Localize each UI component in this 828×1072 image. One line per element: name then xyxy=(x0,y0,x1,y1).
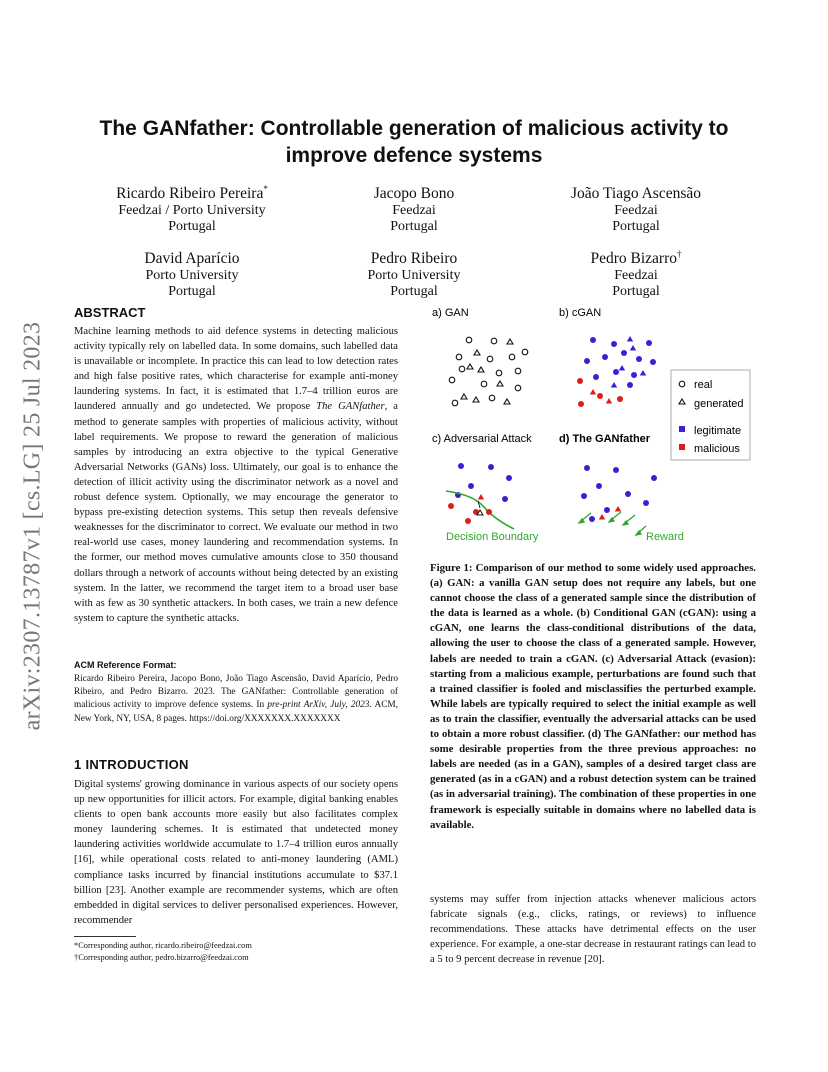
legend-legitimate: legitimate xyxy=(694,425,742,437)
author-affiliation: Feedzai xyxy=(614,203,658,219)
footnote: *Corresponding author, ricardo.ribeiro@feedzai.com xyxy=(74,941,252,950)
author-country: Portugal xyxy=(168,219,216,235)
author-block xyxy=(526,245,746,300)
gan-samples xyxy=(449,337,528,406)
author-mark: * xyxy=(263,184,268,194)
adversarial-samples xyxy=(446,463,514,529)
author-name: João Tiago Ascensão xyxy=(570,185,702,203)
panel-label-ganfather: d) The GANfather xyxy=(559,433,651,445)
legend-legitimate-icon xyxy=(679,426,685,432)
author-name: David Aparício xyxy=(144,250,240,268)
panel-label-gan: a) GAN xyxy=(432,307,469,319)
author-name: Jacopo Bono xyxy=(373,185,455,203)
column2-text: systems may suffer from injection attacks whenever malicious actors fabricate signals (e.g., clicks, ratings, or reviews) to influence recommendations. These attacks have detrimental effects on the user experience. For example, a one-star decrease in restaurant ratings can lead to a 5 to 9 percent decrease in revenue [20]. xyxy=(430,894,756,966)
legend-malicious-icon xyxy=(679,444,685,450)
author-name: Pedro Bizarro xyxy=(590,250,677,268)
intro-text: Digital systems' growing dominance in various aspects of our society opens up new opportunities for illicit actors. For example, digital banking enables clients to open bank accounts more easily but also facilitates complex money laundering schemes. It is estimated that undetected money laundering activities worldwide accumulate to 1.7–4 trillion euros annually [16], while operational costs related to anti-money laundering (AML) compliance tasks incurred by financial institutions accumulate to $37.1 billion [23]. Another example are recommender systems, which are often embedded in digital services to deliver personalised experiences. However, recommender xyxy=(74,779,398,926)
author-country: Portugal xyxy=(168,284,216,300)
arxiv-identifier: arXiv:2307.13787v1 [cs.LG] 25 Jul 2023 xyxy=(19,321,46,731)
legend-real: real xyxy=(694,379,713,391)
panel-label-cgan: b) cGAN xyxy=(559,307,602,319)
panel-label-adversarial: c) Adversarial Attack xyxy=(432,433,532,445)
author-name: Ricardo Ribeiro Pereira xyxy=(116,185,264,203)
legend-malicious: malicious xyxy=(694,443,740,455)
abstract-heading: ABSTRACT xyxy=(74,305,146,320)
author-affiliation: Porto University xyxy=(367,268,461,284)
cgan-samples xyxy=(577,336,656,407)
author-country: Portugal xyxy=(612,219,660,235)
author-block xyxy=(82,180,302,235)
author-block xyxy=(304,245,524,300)
author-block xyxy=(526,180,746,235)
acm-reference-heading: ACM Reference Format: xyxy=(74,660,177,670)
footnote: †Corresponding author, pedro.bizarro@feedzai.com xyxy=(74,953,249,962)
author-affiliation: Porto University xyxy=(145,268,239,284)
author-block xyxy=(82,245,302,300)
acm-reference-text: Ricardo Ribeiro Pereira, Jacopo Bono, João Tiago Ascensão, David Aparício, Pedro Ribeiro, and Pedro Bizarro. 2023. The GANfather: Controllable generation of malicious activity to improve defence systems. In pre-print ArXiv, July, 2023. ACM, New York, NY, USA, 8 pages. https://doi.org/XXXXXXX.XXXXXXX xyxy=(74,674,398,724)
author-country: Portugal xyxy=(390,219,438,235)
paper-title: The GANfather: Controllable generation of malicious activity to improve defence systems xyxy=(99,117,729,167)
author-country: Portugal xyxy=(390,284,438,300)
method-name: The GANfather xyxy=(316,401,385,413)
author-name: Pedro Ribeiro xyxy=(370,250,458,268)
legend-generated: generated xyxy=(694,398,744,410)
ganfather-samples xyxy=(579,465,657,535)
author-affiliation: Feedzai / Porto University xyxy=(118,203,266,219)
abstract-text: Machine learning methods to aid defence systems in detecting malicious activity typically rely on labelled data. In some domains, such labelled data is unavailable or incomplete. In practice this can lead to low detection rates and high false positive rates, which characterise for example anti-money laundering systems. In fact, it is estimated that 1.7–4 trillion euros are laundered annually and go undetected. We propose The GANfather, a method to generate samples with properties of malicious activity, without label requirements. We propose to reward the generation of malicious samples by introducing an extra objective to the typical Generative Adversarial Networks (GANs) loss. Ultimately, our goal is to enhance the detection of illicit activity using the discriminator network as a novel and robust defence system. Optionally, we may encourage the generator to bypass pre-existing detection systems. This setup then reveals defensive weaknesses for the discriminator to correct. We evaluate our method in two real-world use cases, money laundering and recommendation systems. In the former, our method moves cumulative amounts close to 350 thousand dollars through a network of accounts without being detected by an existing system. In the latter, we recommend the target item to a broad user base with as few as 30 synthetic attackers. In both cases, we train a new defence system to capture the synthetic attacks. xyxy=(74,326,399,624)
author-mark: † xyxy=(677,249,682,259)
reward-label: Reward xyxy=(646,531,684,543)
author-country: Portugal xyxy=(612,284,660,300)
section-heading: 1 INTRODUCTION xyxy=(74,757,189,772)
decision-boundary-label: Decision Boundary xyxy=(446,531,539,543)
author-block xyxy=(304,180,524,235)
author-affiliation: Feedzai xyxy=(392,203,436,219)
venue: pre-print ArXiv, July, 2023. xyxy=(267,700,372,711)
figure-caption: Figure 1: Comparison of our method to some widely used approaches. (a) GAN: a vanilla GAN setup does not require any labels, but one cannot choose the class of a generated sample since the distribution of the data is learned as a whole. (b) Conditional GAN (cGAN): using a cGAN, one learns the class-conditional distributions of the data, allowing the user to choose the class of a generated sample. However, labels are needed to train a cGAN. (c) Adversarial Attack (evasion): starting from a malicious example, perturbations are found such that a trained classifier is fooled and misclassifies the perturbed example. While labels are typically required to select the initial example as well as to train the classifier, eventually the adversarial attacks can be used to obtain a more robust classifier. (d) The GANfather: our method has some desirable properties from the three previous approaches: no labels are needed (as in a GAN), samples of a desired target class are generated (as in a cGAN) and a robust detection system can be trained (as in adversarial training). The combination of these properties in one framework is especially suitable in domains where no labelled data is available. xyxy=(430,562,756,831)
figure-1 xyxy=(424,300,758,550)
author-affiliation: Feedzai xyxy=(614,268,658,284)
footnote-rule xyxy=(74,936,136,937)
